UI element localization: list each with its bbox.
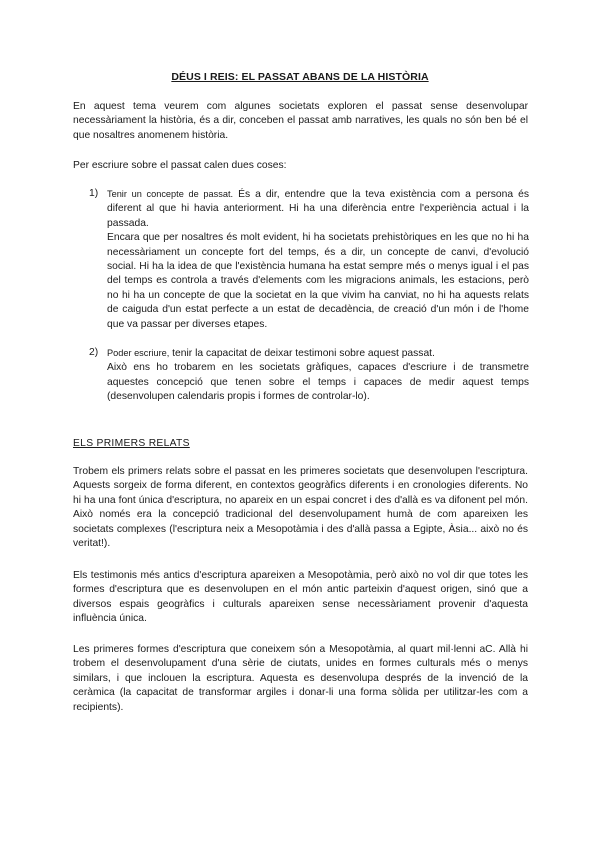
list-item-rest: És a dir, entendre que la teva existència com a persona és diferent al que hi havia anteriorment. Hi ha una diferència entre l'experiència actual i la passada. bbox=[107, 189, 529, 229]
list-item-body bbox=[107, 346, 529, 405]
list-item-body bbox=[107, 187, 529, 332]
list-item-number: 2) bbox=[89, 347, 99, 359]
body-paragraph: Els testimonis més antics d'escriptura apareixen a Mesopotàmia, però això no vol dir que totes les formes d'escriptura que es desenvolupen en el món antic parteixin d'aquest origen, sinó que a diversos espais geogràfics i culturals apareixen sense necessàriament provenir d'aquesta influència única. bbox=[73, 570, 528, 625]
document-title: DÉUS I REIS: EL PASSAT ABANS DE LA HISTÒRIA bbox=[171, 71, 429, 83]
requirements-list bbox=[89, 187, 529, 405]
list-item-lead: Tenir un concepte de passat. bbox=[107, 189, 234, 199]
list-item-continuation: Encara que per nosaltres és molt evident, hi ha societats prehistòriques en les que no hi ha necessàriament un concepte fort del temps, és a dir, un concepte de canvi, d'evolució social. Hi ha la idea de que l'existència humana ha estat sempre més o menys igual i el pas del temps es controla a través d'elements com les migracions animals, les estacions, però no hi ha un concepte de que la societat en la que vivim ha canviat, no hi ha aquests relats de caiguda d'un estat perfecte a un estat de decadència, de creació d'un món i de l'home que va passar per diverses etapes. bbox=[107, 232, 529, 330]
list-item-number: 1) bbox=[89, 188, 99, 199]
intro-paragraph: En aquest tema veurem com algunes societats exploren el passat sense desenvolupar necessàriament la història, és a dir, conceben el passat amb narratives, les quals no són ben bé el que nosaltres anomenem història. bbox=[73, 101, 528, 141]
list-item-continuation: Això ens ho trobarem en les societats gràfiques, capaces d'escriure i de transmetre aquestes concepció que tenen sobre el temps i capaces de medir aquest temps (desenvolupen calendaris propis i formes de controlar-lo). bbox=[107, 362, 529, 403]
list-item-rest: tenir la capacitat de deixar testimoni sobre aquest passat. bbox=[169, 348, 435, 360]
section-heading: ELS PRIMERS RELATS bbox=[73, 438, 190, 449]
list-item-lead: Poder escriure, bbox=[107, 348, 170, 359]
lead-in-paragraph: Per escriure sobre el passat calen dues coses: bbox=[73, 160, 287, 171]
body-paragraph: Trobem els primers relats sobre el passat en les primeres societats que desenvolupen l'escriptura. Aquests sorgeix de forma diferent, en contextos geogràfics diferents i en cronologies diferents. No hi ha una font única d'escriptura, no apareix en un espai concret i des d'allà es va difonent pel món. Això només era la concepció tradicional del desenvolupament humà de com apareixen les societats complexes (l'escriptura neix a Mesopotàmia i des d'allà passa a Egipte, Àsia... això no és veritat!). bbox=[73, 466, 528, 550]
list-item-text bbox=[107, 187, 529, 231]
list-item bbox=[89, 187, 529, 332]
list-item-text bbox=[107, 346, 529, 361]
body-paragraph: Les primeres formes d'escriptura que coneixem són a Mesopotàmia, al quart mil·lenni aC. Allà hi trobem el desenvolupament d'una sèrie de ciutats, unides en formes culturals més o menys similars, i que inclouen la escriptura. Aquesta es desenvolupa després de la invenció de la ceràmica (la capacitat de transformar argiles i donar-li una forma sòlida per utilitzar-les com a recipients). bbox=[73, 644, 528, 713]
list-item bbox=[89, 346, 529, 405]
